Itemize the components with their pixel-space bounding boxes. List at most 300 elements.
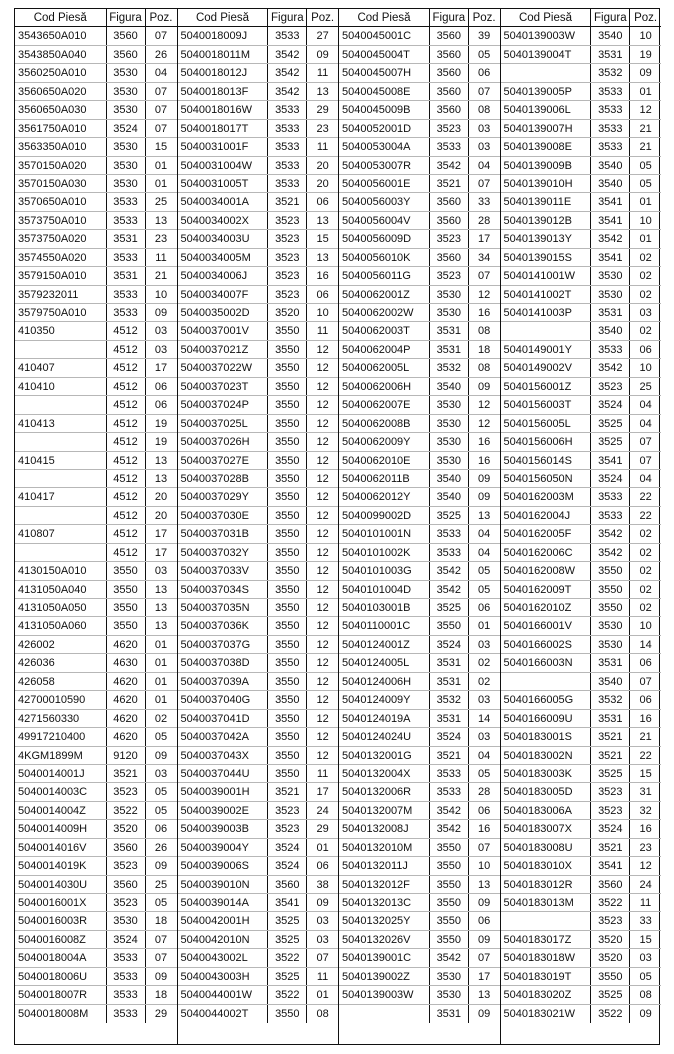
part-code: 5040056004V [339,212,430,229]
position-number: 03 [154,343,168,356]
table-row [501,765,662,783]
table-row [339,304,500,322]
figure-number: 3530 [107,101,146,118]
position-number: 13 [154,214,168,227]
position-number: 10 [477,860,491,873]
part-code: 5040166001V [501,617,592,634]
table-row [501,599,662,617]
position-number: 06 [639,657,652,670]
table-section-4 [500,9,662,1044]
position-number: 09 [477,491,491,504]
figure-number: 3521 [268,193,307,210]
part-code: 5040124024U [339,728,430,745]
table-row [501,581,662,599]
position-number: 07 [154,933,168,946]
part-code: 5040101004D [339,581,430,598]
figure-number: 3560 [430,46,469,63]
table-row [501,175,662,193]
table-row [15,157,177,175]
part-code: 5040139008E [501,138,592,155]
figure-number: 3524 [430,728,469,745]
figure-number: 3550 [430,894,469,911]
position-number: 12 [316,565,329,578]
figure-number: 4620 [107,728,146,745]
header-poz: Poz. [472,12,496,24]
part-code: 5040018007R [15,986,107,1003]
part-code: 5040124019A [339,710,430,727]
figure-number: 3533 [268,138,307,155]
position-number: 22 [639,509,652,522]
position-number: 24 [316,804,329,817]
part-code: 3579750A010 [15,304,107,321]
position-number: 05 [477,48,491,61]
part-code: 5040183008U [501,839,592,856]
figure-number: 3531 [430,1005,469,1023]
part-code: 5040062010E [339,452,430,469]
part-code: 5040183010X [501,857,592,874]
part-code: 3560250A010 [15,64,107,81]
figure-number: 4512 [107,378,146,395]
part-code: 5040045008E [339,83,430,100]
figure-number: 3542 [268,64,307,81]
figure-number: 3530 [107,64,146,81]
part-code: 5040018013F [178,83,269,100]
position-number: 12 [316,491,329,504]
position-number: 13 [154,620,168,633]
position-number: 09 [316,897,329,909]
figure-number: 3533 [430,525,469,542]
table-row [339,378,500,396]
figure-number: 3550 [268,415,307,432]
position-number: 01 [154,657,168,670]
table-row [178,304,339,322]
table-row [178,175,339,193]
figure-number: 3540 [591,175,630,192]
part-code [339,1005,430,1023]
part-code: 5040149001Y [501,341,592,358]
table-row [339,230,500,248]
part-code: 3579150A010 [15,267,107,284]
table-row [15,212,177,230]
part-code: 5040016001X [15,894,107,911]
figure-number: 3550 [268,636,307,653]
part-code: 5040162009T [501,581,592,598]
figure-number: 3530 [107,157,146,174]
part-code: 5040139001C [339,949,430,966]
position-number: 06 [639,343,652,356]
position-number: 09 [154,970,168,983]
position-number: 16 [477,823,491,836]
position-number: 34 [477,251,491,264]
figure-number: 3541 [591,212,630,229]
figure-number: 4620 [107,673,146,690]
figure-number: 3550 [268,728,307,745]
part-code: 5040045009B [339,101,430,118]
table-row [15,710,177,728]
figure-number: 3550 [268,673,307,690]
table-row [178,488,339,506]
table-row [501,562,662,580]
position-number: 13 [154,583,168,596]
part-code: 5040031001F [178,138,269,155]
figure-number: 3550 [268,617,307,634]
part-code: 5040062012Y [339,488,430,505]
part-code: 410807 [15,525,107,542]
part-code: 5040139005P [501,83,592,100]
figure-number: 3522 [268,986,307,1003]
table-row [339,728,500,746]
position-number: 07 [477,841,491,854]
table-row [501,986,662,1004]
figure-number: 3550 [268,488,307,505]
position-number: 16 [639,823,652,836]
figure-number: 3540 [591,673,630,690]
position-number: 04 [477,546,491,559]
figure-number: 3560 [107,27,146,44]
part-code: 3561750A010 [15,120,107,137]
table-row [15,802,177,820]
part-code: 5040031004W [178,157,269,174]
part-code: 5040103001B [339,599,430,616]
table-row [178,931,339,949]
table-row [178,27,339,45]
header-code: Cod Piesă [15,9,107,26]
figure-number: 3523 [268,212,307,229]
table-row [178,83,339,101]
figure-number: 4512 [107,322,146,339]
table-row [501,359,662,377]
table-row [15,415,177,433]
part-code: 5040141002T [501,286,592,303]
table-row [339,83,500,101]
part-code: 5040139007H [501,120,592,137]
part-code: 3570650A010 [15,193,107,210]
part-code: 410413 [15,415,107,432]
figure-number: 3560 [430,64,469,81]
table-row [15,839,177,857]
table-row [178,562,339,580]
figure-number: 3540 [430,378,469,395]
position-number: 14 [477,712,491,725]
figure-number: 3550 [268,747,307,764]
part-code: 5040034003U [178,230,269,247]
position-number: 21 [639,141,652,154]
position-number: 02 [154,712,168,725]
position-number: 12 [316,602,329,614]
part-code: 5040101001N [339,525,430,542]
position-number: 01 [316,841,329,854]
table-row [501,267,662,285]
part-code: 5040132010M [339,839,430,856]
figure-number: 3524 [268,839,307,856]
part-code: 5040037022W [178,359,269,376]
position-number: 01 [316,989,329,1002]
position-number: 09 [154,749,168,762]
part-code: 5040162010Z [501,599,592,616]
table-row [501,138,662,156]
table-row [501,636,662,654]
table-row [178,912,339,930]
position-number: 16 [477,307,491,319]
part-code: 5040141001W [501,267,592,284]
table-row [501,341,662,359]
figure-number: 3542 [430,820,469,837]
figure-number: 3530 [430,396,469,413]
position-number: 09 [477,933,491,946]
figure-number: 3531 [430,654,469,671]
table-row [339,673,500,691]
part-code: 5040124005L [339,654,430,671]
part-code: 5040139010H [501,175,592,192]
figure-number: 4512 [107,488,146,505]
position-number: 05 [639,177,652,190]
part-code: 5040014001J [15,765,107,782]
table-row [15,470,177,488]
header-fig: Figura [268,9,307,26]
table-row [178,101,339,119]
figure-number: 3521 [107,765,146,782]
part-code: 5040053004A [339,138,430,155]
figure-number: 3530 [107,83,146,100]
position-number: 12 [316,417,329,430]
position-number: 31 [639,786,652,799]
figure-number: 3530 [591,617,630,634]
table-row [178,433,339,451]
position-number: 09 [154,307,168,319]
table-row [501,839,662,857]
table-section-3 [338,9,500,1044]
position-number: 18 [477,343,491,356]
position-number: 12 [316,436,329,449]
figure-number: 3550 [268,562,307,579]
table-row [15,267,177,285]
part-code: 5040156006H [501,433,592,450]
position-number: 12 [316,694,329,707]
position-number: 11 [316,970,329,983]
part-code: 5040156014S [501,452,592,469]
part-code: 5040037033V [178,562,269,579]
table-row [178,249,339,267]
table-row [15,544,177,562]
table-row [501,1005,662,1023]
position-number: 04 [477,528,491,541]
position-number: 08 [477,104,491,117]
table-row [15,83,177,101]
part-code: 5040031005T [178,175,269,192]
part-code: 5040018016W [178,101,269,118]
part-code: 5040039003B [178,820,269,837]
position-number: 02 [639,546,652,559]
part-code: 5040139004T [501,46,592,63]
table-row [15,581,177,599]
table-row [339,396,500,414]
table-row [178,783,339,801]
figure-number: 4512 [107,415,146,432]
table-row [15,322,177,340]
position-number: 08 [316,1007,329,1020]
part-code: 3560650A030 [15,101,107,118]
position-number: 02 [639,270,652,283]
table-row [178,765,339,783]
table-row [15,46,177,64]
figure-number: 3560 [430,83,469,100]
part-code [15,396,107,413]
part-code: 3563350A010 [15,138,107,155]
position-number: 08 [477,325,491,338]
part-code: 410407 [15,359,107,376]
table-row [339,894,500,912]
figure-number: 3550 [107,617,146,634]
position-number: 06 [154,380,168,393]
table-row [501,544,662,562]
part-code: 5040056011G [339,267,430,284]
table-row [339,599,500,617]
part-code: 5040132007M [339,802,430,819]
part-code: 49917210400 [15,728,107,745]
figure-number: 3533 [107,1005,146,1023]
figure-number: 3550 [268,691,307,708]
figure-number: 3533 [107,304,146,321]
part-code: 5040014016V [15,839,107,856]
table-row [15,1005,177,1023]
figure-number: 3531 [430,341,469,358]
figure-number: 3560 [107,46,146,63]
figure-number: 3560 [430,101,469,118]
figure-number: 3531 [107,267,146,284]
position-number: 25 [154,196,168,209]
figure-number: 3533 [591,120,630,137]
position-number: 16 [477,436,491,449]
table-row [339,27,500,45]
figure-number: 3542 [591,359,630,376]
table-row [339,968,500,986]
position-number: 32 [639,804,652,817]
figure-number: 3524 [268,857,307,874]
figure-number: 3520 [107,820,146,837]
position-number: 02 [639,602,652,614]
table-row [339,654,500,672]
table-row [339,949,500,967]
table-row [339,120,500,138]
position-number: 11 [639,897,652,909]
part-code: 5040042001H [178,912,269,929]
figure-number: 3521 [591,839,630,856]
position-number: 05 [477,767,491,780]
figure-number: 3523 [430,120,469,137]
header-fig: Figura [591,9,630,26]
position-number: 06 [477,67,491,80]
table-row [501,101,662,119]
position-number: 22 [639,491,652,504]
position-number: 01 [639,233,652,246]
position-number: 13 [316,85,329,98]
part-code: 5040056009D [339,230,430,247]
position-number: 29 [316,823,329,836]
table-row [178,747,339,765]
part-code: 5040037035N [178,599,269,616]
figure-number: 3523 [591,802,630,819]
position-number: 01 [154,177,168,190]
table-row [339,175,500,193]
table-row [339,157,500,175]
part-code: 5040124009Y [339,691,430,708]
part-code: 5040062001Z [339,286,430,303]
part-code [501,912,592,929]
part-code: 5040037026H [178,433,269,450]
table-row [15,691,177,709]
part-code: 5040034005M [178,249,269,266]
part-code [15,470,107,487]
position-number: 02 [477,675,491,688]
part-code: 5040037030E [178,507,269,524]
table-row [339,544,500,562]
figure-number: 3542 [430,157,469,174]
figure-number: 3550 [268,322,307,339]
table-row [501,894,662,912]
table-row [178,193,339,211]
part-code: 5040183019T [501,968,592,985]
position-number: 03 [316,933,329,946]
part-code: 5040101002K [339,544,430,561]
position-number: 10 [316,307,329,319]
position-number: 12 [316,583,329,596]
part-code: 410417 [15,488,107,505]
figure-number: 4512 [107,359,146,376]
table-row [15,452,177,470]
table-row [339,783,500,801]
table-row [339,820,500,838]
position-number: 21 [639,122,652,135]
figure-number: 3533 [268,175,307,192]
position-number: 13 [316,214,329,227]
table-row [178,322,339,340]
part-code: 426058 [15,673,107,690]
part-code: 3560650A020 [15,83,107,100]
table-row [501,470,662,488]
part-code: 3570150A020 [15,157,107,174]
figure-number: 3550 [268,1005,307,1023]
part-code: 5040062003T [339,322,430,339]
table-row [339,249,500,267]
table-row [178,1005,339,1023]
part-code: 5040062006H [339,378,430,395]
table-row [501,949,662,967]
position-number: 17 [316,786,329,799]
table-row [501,968,662,986]
table-row [178,341,339,359]
figure-number: 3542 [591,230,630,247]
position-number: 03 [639,952,652,965]
table-row [501,64,662,82]
position-number: 23 [154,233,168,246]
table-row [501,488,662,506]
table-row [339,839,500,857]
figure-number: 3525 [591,986,630,1003]
table-row [15,230,177,248]
table-row [15,562,177,580]
part-code: 5040124006H [339,673,430,690]
figure-number: 4512 [107,341,146,358]
figure-number: 3540 [430,488,469,505]
position-number: 12 [316,675,329,688]
table-row [339,322,500,340]
figure-number: 3541 [591,452,630,469]
figure-number: 3522 [591,1005,630,1023]
part-code: 5040018011M [178,46,269,63]
part-code: 5040053007R [339,157,430,174]
position-number: 17 [154,546,168,559]
position-number: 20 [154,509,168,522]
